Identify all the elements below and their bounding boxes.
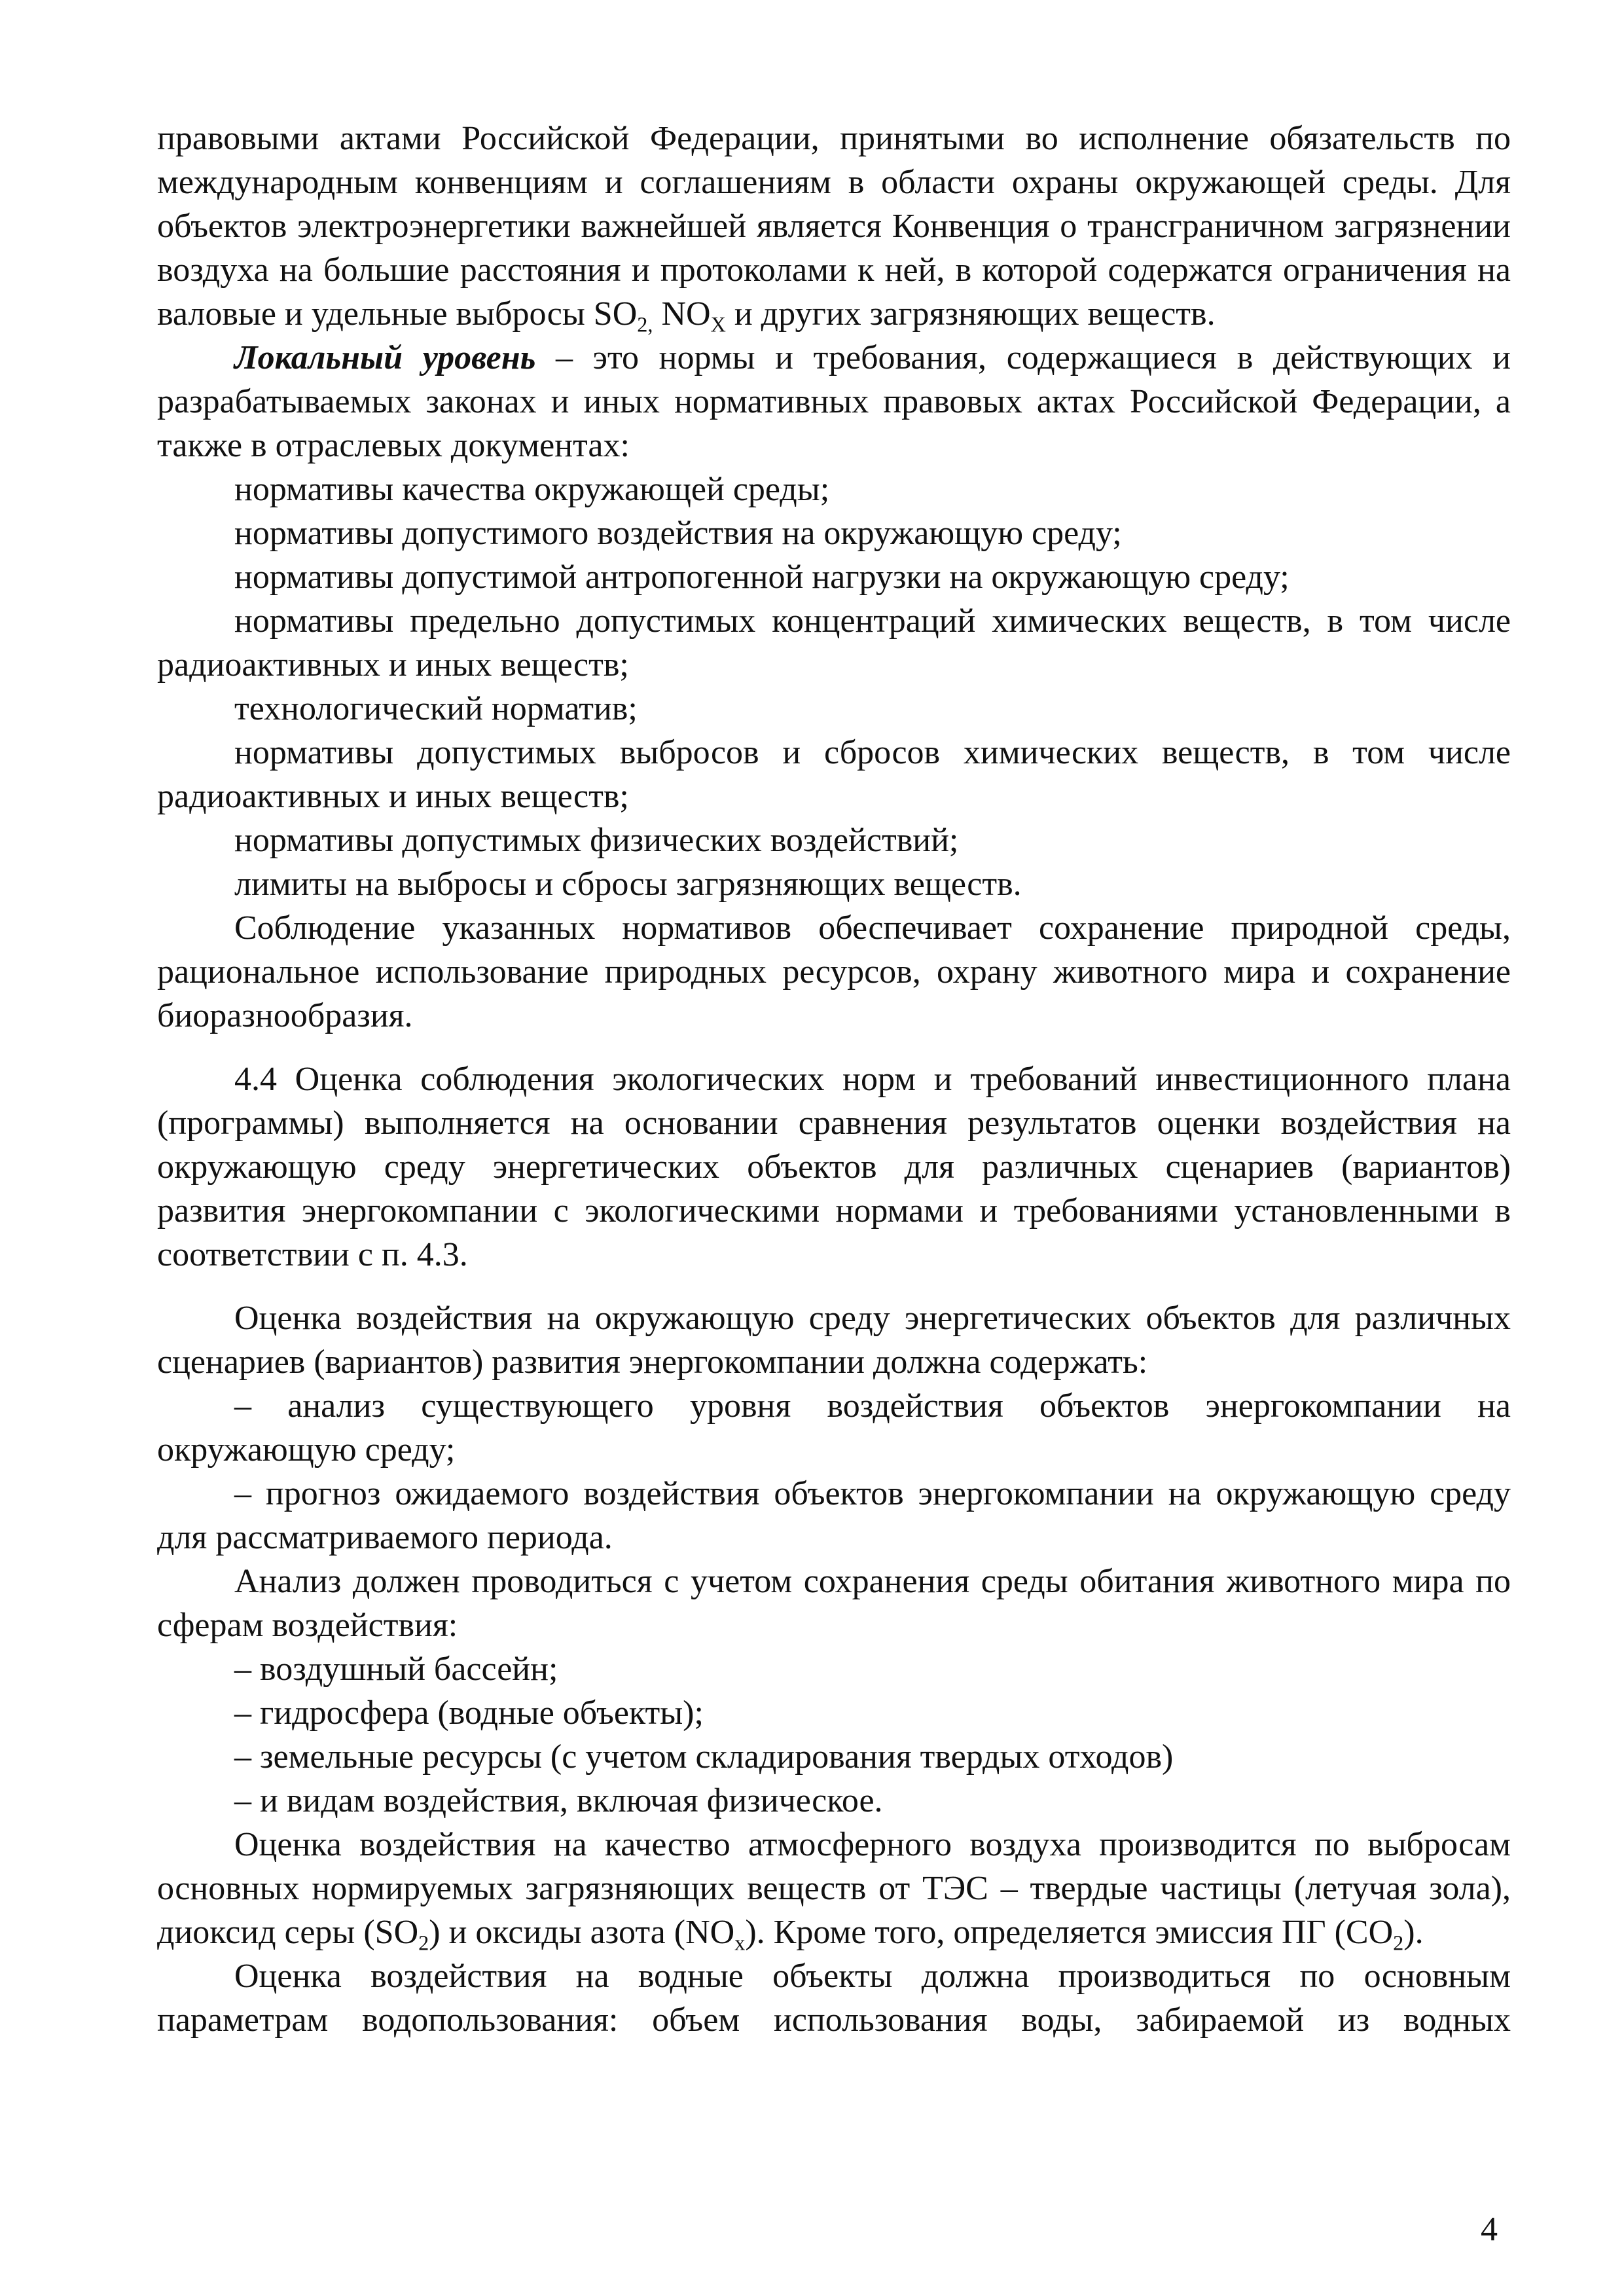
list-item: нормативы допустимых физических воздействий; — [234, 822, 959, 859]
term-local-level: Локальный уровень — [234, 339, 536, 376]
paragraph-assessment-content: Оценка воздействия на окружающую среду энергетических объектов для различных сценариев (вариантов) развития энергокомпании должна содержать: — [157, 1300, 1511, 1381]
list-item: нормативы предельно допустимых концентраций химических веществ, в том числе радиоактивных и иных веществ; — [157, 602, 1511, 683]
list-item: – воздушный бассейн; — [234, 1650, 558, 1688]
list-item: технологический норматив; — [234, 690, 638, 727]
paragraph-section-4-4: 4.4 Оценка соблюдения экологических норм и требований инвестиционного плана (программы) выполняется на основании сравнения результатов оценки воздействия на окружающую среду энергетических объектов для различных сценариев (вариантов) развития энергокомпании с экологическими нормами и требованиями установленными в соответствии с п. 4.3. — [157, 1061, 1511, 1273]
paragraph-water-objects: Оценка воздействия на водные объекты должна производиться по основным параметрам водопользования: объем использования воды, забираемой из водных — [157, 1958, 1511, 2039]
list-item: – гидросфера (водные объекты); — [234, 1694, 704, 1732]
paragraph-analysis: Анализ должен проводиться с учетом сохранения среды обитания животного мира по сферам воздействия: — [157, 1563, 1511, 1644]
list-item: нормативы допустимого воздействия на окружающую среду; — [234, 515, 1122, 552]
list-item: – анализ существующего уровня воздействия объектов энергокомпании на окружающую среду; — [157, 1387, 1511, 1468]
paragraph-air-quality: Оценка воздействия на качество атмосферного воздуха производится по выбросам основных нормируемых загрязняющих веществ от ТЭС – твердые частицы (летучая зола), диоксид серы $(SO_2)$ и оксиды азота $(NO_x)$. Кроме того, определяется эмиссия ПГ $(CO_2)$. — [157, 1826, 1511, 1955]
document-page — [157, 117, 1511, 2042]
list-item: нормативы качества окружающей среды; — [234, 471, 830, 508]
paragraph-local-level: Локальный уровень – это нормы и требования, содержащиеся в действующих и разрабатываемых законах и иных нормативных правовых актах Российской Федерации, а также в отраслевых документах: — [157, 339, 1511, 464]
list-item: – прогноз ожидаемого воздействия объектов энергокомпании на окружающую среду для рассматриваемого периода. — [157, 1475, 1511, 1556]
paragraph-compliance: Соблюдение указанных нормативов обеспечивает сохранение природной среды, рациональное использование природных ресурсов, охрану животного мира и сохранение биоразнообразия. — [157, 909, 1511, 1034]
list-item: нормативы допустимой антропогенной нагрузки на окружающую среду; — [234, 558, 1290, 596]
list-item: лимиты на выбросы и сбросы загрязняющих веществ. — [234, 866, 1022, 903]
paragraph-conventions: правовыми актами Российской Федерации, принятыми во исполнение обязательств по международным конвенциям и соглашениям в области охраны окружающей среды. Для объектов электроэнергетики важнейшей является Конвенция о трансграничном загрязнении воздуха на большие расстояния и протоколами к ней, в которой содержатся ограничения на валовые и удельные выбросы $SO_{2,}$ $NO_X$ и других загрязняющих веществ. — [157, 120, 1511, 337]
page-number: 4 — [1481, 2211, 1498, 2248]
list-item: – земельные ресурсы (с учетом складирования твердых отходов) — [234, 1738, 1174, 1776]
list-item: нормативы допустимых выбросов и сбросов химических веществ, в том числе радиоактивных и иных веществ; — [157, 734, 1511, 815]
list-item: – и видам воздействия, включая физическое. — [234, 1782, 883, 1819]
